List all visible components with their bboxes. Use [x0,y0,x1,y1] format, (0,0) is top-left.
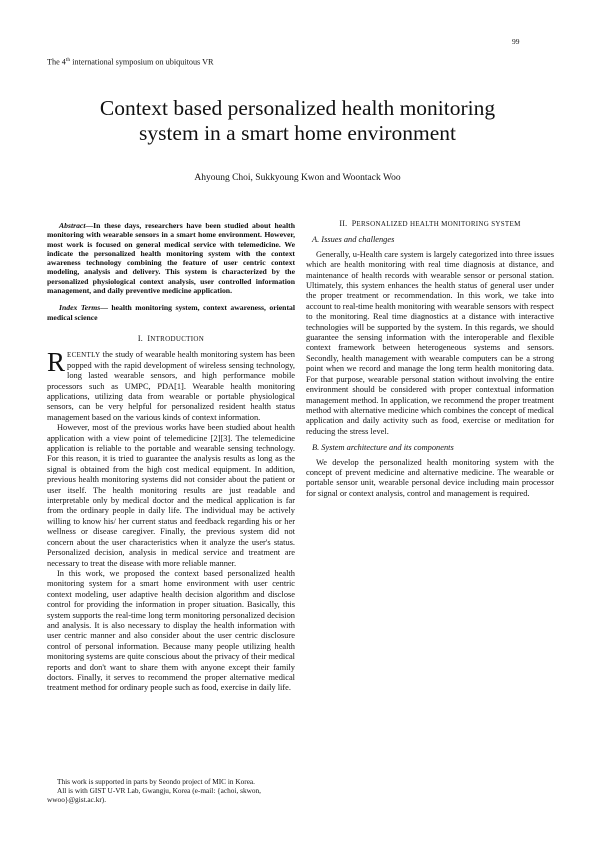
section-heading-introduction: I. INTRODUCTION [137,333,205,343]
footnotes [47,777,295,804]
running-head: The 4th international symposium on ubiquitous VR [47,57,214,67]
intro-paragraph-3: In this work, we proposed the context based personalized health monitoring system for a smart home environment with user centric context modeling, user adaptive health decision algorithm and disclose control for providing the information in proper situation. Basically, this system supports the real-time long term monitoring personalized decision and analysis. It is also necessary to display the health information with user centric manner and also consider about the user centric disclosure control of personal information. Because many people utilizing health monitoring systems are quite conscious about the privacy of their medical reports and don't want to share them with anyone except their family doctors. Finally, it serves to recommend the proper alternative medical treatment method for ordinary people such as food, exercise in daily life. [47,568,295,693]
abstract-label: Abstract [59,221,86,230]
title-line-1: Context based personalized health monitoring [99,96,496,120]
right-column [306,207,554,499]
index-terms-label: Index Terms [59,303,101,313]
subsection-heading-b: B. System architecture and its components [312,443,454,453]
abstract-text: —In these days, researchers have been studied about health monitoring with wearable sensors in a smart home environment. However, most work is focused on general medical service with telemedicine. We indicate the personalized health monitoring system with the context awareness technology combining the feature of user centric context modeling, analysis and delivery. This system is characterized by the personalized physiological context analysis, user controlled information management, and daily preventive medicine application. [47,221,295,296]
section-heading-personalized: II. PERSONALIZED HEALTH MONITORING SYSTEM [339,219,521,228]
intro-paragraph-1: RECENTLY the study of wearable health monitoring system has been popped with the rapid development of wireless sensing technology, long lasted wearable sensors, and high performance mobile processors such as UMPC, PDA[1]. Wearable health monitoring applications, utilizing data from wearable or portable physiological sensors, can be very helpful for personalized resident health status management based on the various kinds of context information. [47,347,295,422]
footnote-funding: This work is supported in parts by Seondo project of MIC in Korea. [57,777,255,786]
section-b-paragraph: We develop the personalized health monitoring system with the concept of prevent medicine and alternative medicine. The wearable or portable sensor unit, wearable personal device including main processor for signal or context analysis, control and management is required. [306,457,554,498]
authors: Ahyoung Choi, Sukkyoung Kwon and Woontack Woo [194,173,401,183]
drop-cap: R [47,347,66,378]
title-line-2: system in a smart home environment [138,121,457,145]
page-number: 99 [512,37,520,46]
index-terms-text: — health monitoring system, context awareness, oriental medical science [47,303,295,322]
section-a-paragraph: Generally, u-Health care system is largely categorized into three issues which are health monitoring with real time diagnosis at distance, and maintenance of health records with wearable sensor or personal station. Ultimately, this system enhances the health status of general user under the proper treatment or recommendation. In this work, we take into account to real-time health monitoring with wearable sensors with respect to the monitoring. Real time diagnostics at a distance with interactive technologies will be supported by the system. In this regards, we should guarantee the sensing information with the interoperable and flexible context framework between heterogeneous systems and sensors. Secondly, health management with wearable computers can be a strong point when we record and manage the long term health monitoring data. For that purpose, wearable personal station without involving the entire environment should be considered with proper contextual information management method. In application, we recommend the proper treatment method with alternative medicine which combines the concept of medical application and daily activity such as food, exercise or meditation for reducing the stress level. [306,249,554,436]
index-terms [47,303,295,322]
abstract [47,221,295,295]
intro-paragraph-2: However, most of the previous works have been studied about health application with a view point of telemedicine [2][3]. The telemedicine application is reliable to the portable and wearable sensing technology. For this reason, it is tried to guarantee the analysis results as long as the signal is obtained from the high cost medical equipment. In addition, previous health monitoring systems did not consider about the patient or user itself. The health monitoring results are just readable and interpretable only by medical doctor and the medical application is far from the ordinary people in daily life. The individual may be actively willing to know his/ her current status and feedback regarding his or her wellness or disease caregiver. Finally, the previous system did not concern about the user characteristics when it analyze the user's status. Personalized decision, analysis in medical service and treatment are necessary to treat the disease with more reliable manner. [47,423,295,568]
subsection-heading-a: A. Issues and challenges [312,235,395,245]
left-column [47,221,295,694]
paper-title [40,96,555,146]
footnote-affiliation: All is with GIST U-VR Lab, Gwangju, Korea (e-mail: {achoi, skwon, wwoo}@gist.ac.kr). [47,786,261,804]
